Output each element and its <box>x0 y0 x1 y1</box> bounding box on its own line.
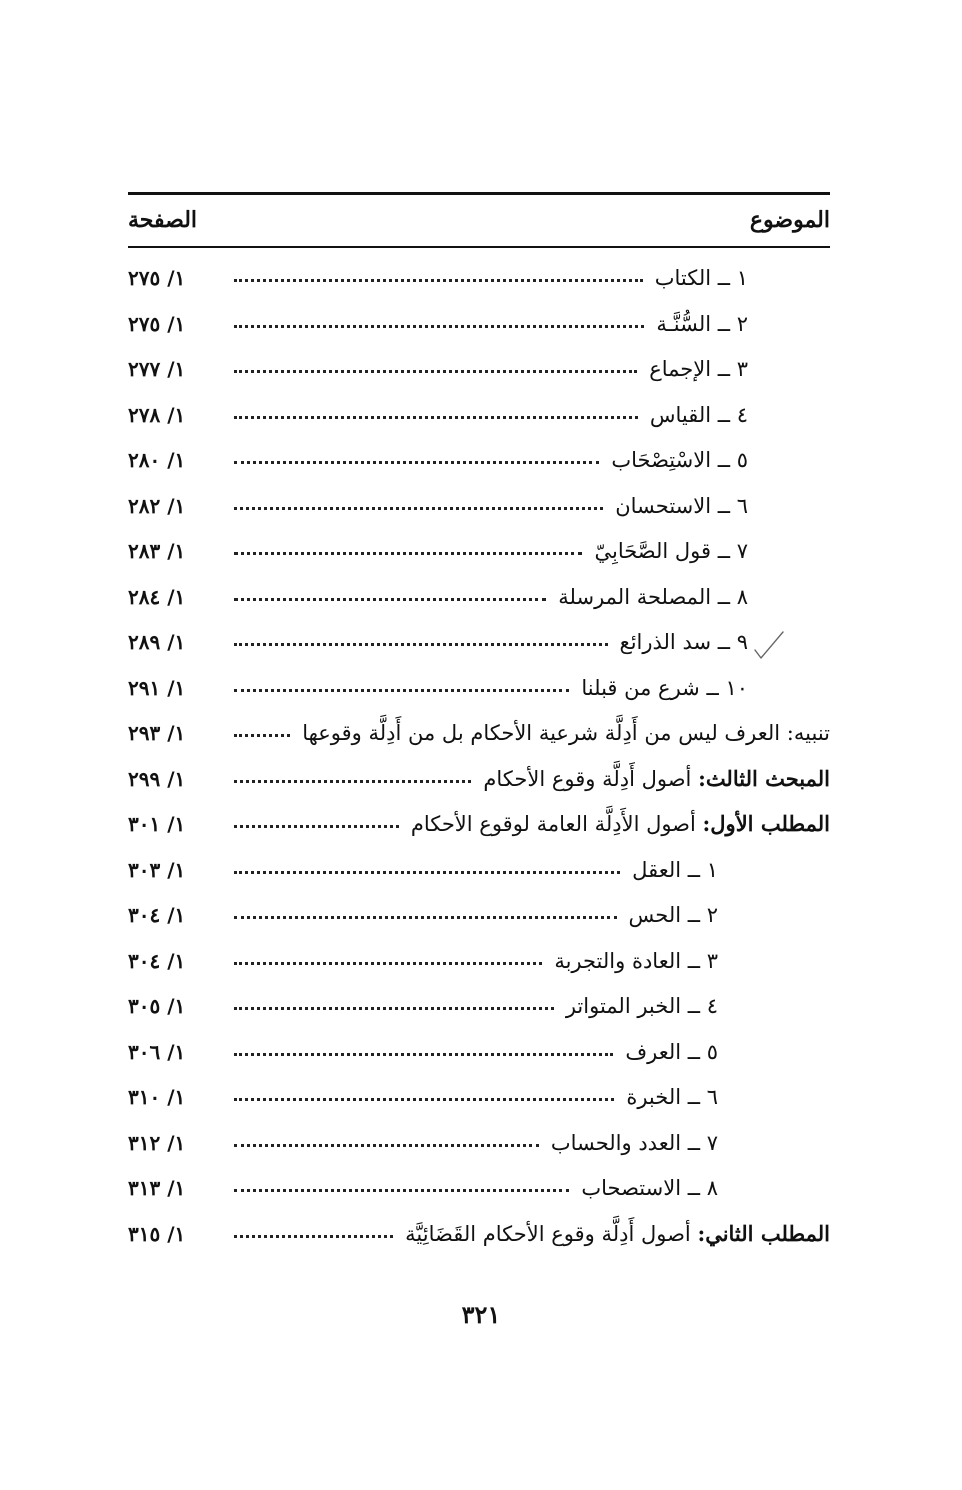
entry-title <box>411 809 830 839</box>
header-bottom-rule <box>128 246 830 248</box>
toc-entry <box>128 1031 830 1077</box>
toc-entry <box>128 894 830 940</box>
entry-page: ١/ ٢٨٢ <box>128 493 186 518</box>
entry-page: ١/ ٢٩٣ <box>128 721 186 745</box>
leader-dots <box>234 689 569 692</box>
page-number: ٣٢١ <box>461 1300 501 1329</box>
toc-header <box>128 200 830 240</box>
entry-title: ١ ــ الكتاب <box>654 266 748 290</box>
leader-dots <box>234 780 471 783</box>
entry-page: ١/ ٢٨٠ <box>128 448 186 472</box>
entry-page: ١/ ٣٠١ <box>128 812 186 836</box>
toc-entry <box>128 348 830 394</box>
leader-dots <box>234 916 617 919</box>
leader-dots <box>234 1189 569 1192</box>
entry-title: ٦ ــ الاستحسان <box>615 493 748 518</box>
entry-title <box>405 1219 830 1249</box>
leader-dots <box>234 871 620 874</box>
leader-dots <box>234 1053 613 1056</box>
entry-page: ١/ ٣٠٥ <box>128 994 186 1018</box>
leader-dots <box>234 1144 539 1147</box>
toc-entry <box>128 530 830 576</box>
leader-dots <box>234 962 542 965</box>
leader-dots <box>234 416 638 419</box>
toc-entry <box>128 803 830 849</box>
entry-page: ١/ ٣٠٦ <box>128 1039 186 1064</box>
leader-dots <box>234 552 582 555</box>
leader-dots <box>234 1098 614 1101</box>
toc-entry <box>128 257 830 303</box>
leader-dots <box>234 325 644 328</box>
leader-dots <box>234 279 643 282</box>
table-of-contents <box>128 257 830 1258</box>
entry-page: ١/ ٣٠٣ <box>128 857 186 882</box>
entry-page: ١/ ٢٨٤ <box>128 584 186 609</box>
entry-page: ١/ ٣٠٤ <box>128 903 186 927</box>
entry-page: ١/ ٢٩٩ <box>128 766 186 791</box>
toc-entry <box>128 849 830 895</box>
toc-entry <box>128 576 830 622</box>
toc-entry <box>128 758 830 804</box>
leader-dots <box>234 507 603 510</box>
toc-entry <box>128 439 830 485</box>
entry-title: ٧ ــ العدد والحساب <box>550 1130 718 1155</box>
entry-title: ١٠ ــ شرع من قبلنا <box>581 675 748 700</box>
toc-entry <box>128 1213 830 1259</box>
leader-dots <box>234 1235 393 1238</box>
toc-entry <box>128 1167 830 1213</box>
entry-title: ٧ ــ قول الصَّحَابِيّ <box>594 539 748 563</box>
entry-page: ١/ ٣١٥ <box>128 1221 186 1246</box>
entry-title: ٨ ــ المصلحة المرسلة <box>558 584 748 609</box>
entry-page: ١/ ٣١٠ <box>128 1085 186 1109</box>
leader-dots <box>234 1007 554 1010</box>
entry-page: ١/ ٣٠٤ <box>128 948 186 973</box>
entry-title: ٢ ــ السُّنَّـة <box>656 311 748 336</box>
entry-heading-prefix: المطلب الثاني: <box>697 1220 830 1246</box>
entry-page: ١/ ٢٨٣ <box>128 539 186 563</box>
entry-title: ٦ ــ الخبرة <box>626 1085 718 1109</box>
entry-page: ١/ ٣١٢ <box>128 1130 186 1155</box>
toc-entry <box>128 940 830 986</box>
entry-page: ١/ ٢٨٩ <box>128 630 186 654</box>
toc-entry <box>128 667 830 713</box>
topic-column-label: الموضوع <box>749 207 830 233</box>
entry-title: ١ ــ العقل <box>632 857 718 882</box>
entry-heading-text: أصول أَدِلَّة وقوع الأحكام القَضَائِيَّة <box>405 1221 691 1246</box>
entry-heading-text: أصول الأَدِلَّة العامة لوقوع الأحكام <box>410 812 696 836</box>
leader-dots <box>234 734 290 737</box>
entry-title: ٨ ــ الاستصحاب <box>581 1176 718 1200</box>
entry-page: ١/ ٢٧٧ <box>128 357 186 381</box>
entry-page: ١/ ٢٧٥ <box>128 266 186 290</box>
toc-entry <box>128 1076 830 1122</box>
leader-dots <box>234 643 608 646</box>
entry-title: ٢ ــ الحس <box>628 903 718 927</box>
leader-dots <box>234 370 637 373</box>
entry-title: ٥ ــ العرف <box>625 1039 718 1064</box>
entry-title: ٣ ــ الإجماع <box>649 357 748 381</box>
toc-entry <box>128 394 830 440</box>
leader-dots <box>234 461 599 464</box>
page-column-label: الصفحة <box>128 207 198 233</box>
toc-entry <box>128 1122 830 1168</box>
toc-entry <box>128 485 830 531</box>
entry-heading-prefix: المبحث الثالث: <box>698 765 830 791</box>
entry-title: ٣ ــ العادة والتجربة <box>554 948 718 973</box>
entry-page: ١/ ٢٧٨ <box>128 402 186 427</box>
leader-dots <box>234 825 399 828</box>
entry-title: ٤ ــ الخبر المتواتر <box>565 994 718 1018</box>
entry-title: ٤ ــ القياس <box>649 402 748 427</box>
entry-page: ١/ ٢٩١ <box>128 675 186 700</box>
toc-entry <box>128 712 830 758</box>
leader-dots <box>234 598 546 601</box>
entry-title <box>483 764 830 794</box>
entry-heading-prefix: المطلب الأول: <box>702 811 830 836</box>
toc-entry <box>128 985 830 1031</box>
check-mark-icon <box>752 628 786 662</box>
toc-entry <box>128 303 830 349</box>
header-top-rule <box>128 192 830 195</box>
entry-page: ١/ ٣١٣ <box>128 1176 186 1200</box>
toc-entry <box>128 621 830 667</box>
entry-title: تنبيه: العرف ليس من أَدِلَّة شرعية الأحكام بل من أَدِلَّة وقوعها <box>302 721 830 745</box>
entry-page: ١/ ٢٧٥ <box>128 311 186 336</box>
entry-heading-text: أصول أَدِلَّة وقوع الأحكام <box>483 766 692 791</box>
entry-title: ٩ ــ سد الذرائع <box>619 630 748 654</box>
entry-title: ٥ ــ الاسْتِصْحَاب <box>611 448 748 472</box>
